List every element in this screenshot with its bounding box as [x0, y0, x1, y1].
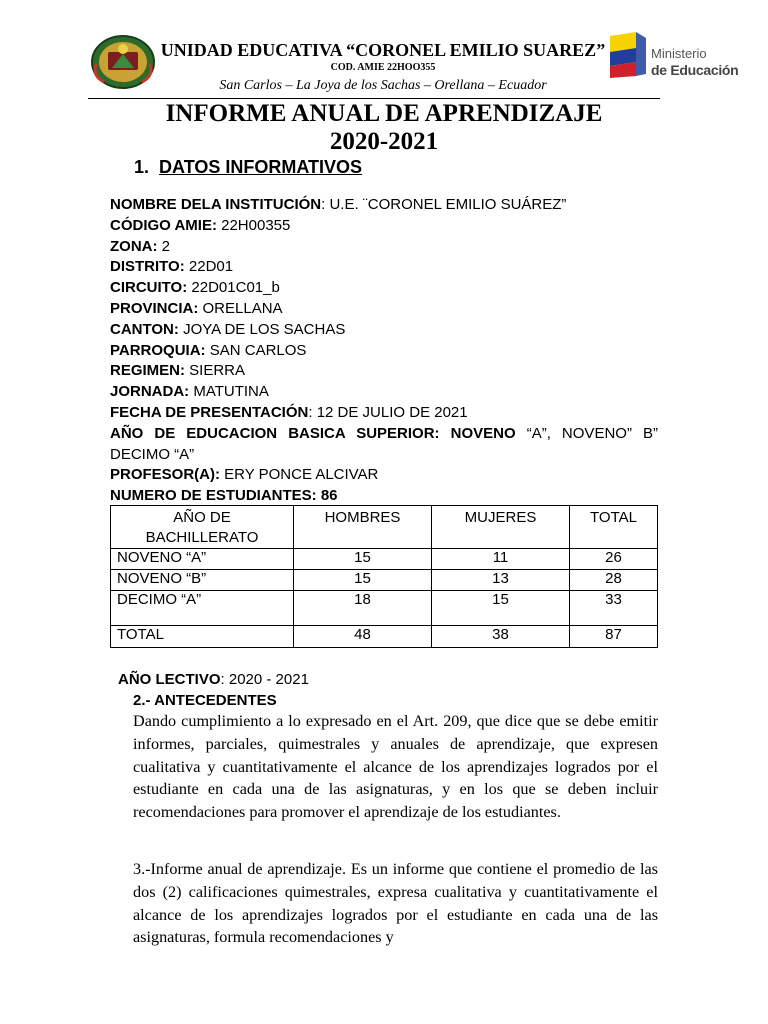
ministry-label — [651, 46, 738, 78]
table-cell-number: 18 — [294, 591, 432, 626]
header-divider — [88, 98, 660, 99]
info-label: PROVINCIA: — [110, 299, 199, 317]
students-table — [110, 505, 658, 648]
info-block — [110, 195, 658, 507]
info-value: 2 — [161, 237, 171, 255]
school-crest-logo — [90, 34, 156, 90]
info-row — [110, 237, 658, 258]
section1-label: DATOS INFORMATIVOS — [159, 157, 363, 177]
section1-heading — [134, 157, 362, 178]
info-label: CIRCUITO: — [110, 279, 188, 297]
table-cell-number: 13 — [432, 570, 570, 591]
table-cell-number: 15 — [432, 591, 570, 626]
table-row — [111, 626, 658, 648]
lectivo-label: AÑO LECTIVO — [118, 671, 221, 688]
info-separator: : — [321, 196, 330, 213]
info-value: 22D01 — [188, 258, 234, 276]
lectivo-value: : 2020 - 2021 — [220, 671, 309, 688]
info-label: PARROQUIA: — [110, 341, 206, 359]
table-cell-label: NOVENO “A” — [111, 549, 294, 570]
info-row — [110, 257, 658, 278]
info-row — [110, 361, 658, 382]
info-row — [110, 278, 658, 299]
table-row — [111, 570, 658, 591]
ministry-line2: de Educación — [651, 62, 739, 78]
info-value: “A”, NOVENO” B” DECIMO “A” — [110, 424, 659, 463]
info-value: ERY PONCE ALCIVAR — [220, 466, 379, 484]
col-header: MUJERES — [432, 506, 570, 549]
col-header: HOMBRES — [294, 506, 432, 549]
ano-lectivo — [118, 671, 309, 688]
school-location: San Carlos – La Joya de los Sachas – Orellana – Ecuador — [219, 78, 547, 93]
info-label: CÓDIGO AMIE: — [110, 216, 217, 234]
info-label: PROFESOR(A): — [110, 466, 220, 484]
info-separator: : — [308, 403, 317, 421]
table-row — [111, 591, 658, 626]
info-label: NUMERO DE ESTUDIANTES: 86 — [110, 487, 338, 505]
info-value: SIERRA — [189, 362, 246, 380]
table-cell-number: 26 — [570, 549, 658, 570]
table-cell-number: 33 — [570, 591, 658, 626]
antecedentes-heading: 2.- ANTECEDENTES — [133, 692, 277, 709]
info-value: U.E. ¨CORONEL EMILIO SUÁREZ” — [329, 196, 567, 213]
table-cell-label: NOVENO “B” — [111, 570, 294, 591]
table-header-row — [111, 506, 658, 549]
table-cell-label: TOTAL — [111, 626, 294, 648]
info-value: MATUTINA — [193, 383, 269, 401]
info-row-profesor — [110, 465, 658, 486]
table-cell-number: 87 — [570, 626, 658, 648]
table-cell-label: DECIMO “A” — [111, 591, 294, 626]
info-row — [110, 382, 658, 403]
info-label: NOMBRE DELA INSTITUCIÓN — [110, 196, 322, 213]
info-value: SAN CARLOS — [209, 341, 307, 359]
info-rows — [110, 195, 658, 424]
info-value: 12 DE JULIO DE 2021 — [316, 403, 468, 421]
table-row — [111, 549, 658, 570]
info-label: JORNADA: — [110, 383, 190, 401]
table-cell-number: 11 — [432, 549, 570, 570]
table-body — [111, 549, 658, 648]
info-row-basica — [110, 424, 658, 466]
info-label: ZONA: — [110, 237, 158, 255]
info-label: DISTRITO: — [110, 258, 185, 276]
ministry-flag-logo — [606, 30, 648, 78]
info-row-estudiantes — [110, 486, 658, 507]
info-label: CANTON: — [110, 320, 179, 338]
table-cell-number: 15 — [294, 549, 432, 570]
col-header: TOTAL — [570, 506, 658, 549]
title-line1: INFORME ANUAL DE APRENDIZAJE — [165, 100, 603, 127]
info-label: REGIMEN: — [110, 362, 185, 380]
table-cell-number: 48 — [294, 626, 432, 648]
antecedentes-paragraph: Dando cumplimiento a lo expresado en el Art. 209, que dice que se debe emitir informes, parciales, quimestrales y anuales de aprendizaje, que expresen cualitativa y cuantitativamente el alcance de los aprendizajes logrados por el estudiante en cada una de las asignaturas, y en los que se deben incluir recomendaciones para promover el aprendizaje de los estudiantes. — [133, 712, 658, 822]
info-row — [110, 299, 658, 320]
table-cell-number: 38 — [432, 626, 570, 648]
info-value: ORELLANA — [202, 299, 283, 317]
info-row — [110, 320, 658, 341]
title-line2: 2020-2021 — [329, 128, 439, 155]
info-value: JOYA DE LOS SACHAS — [183, 320, 346, 338]
school-code: COD. AMIE 22HOO355 — [330, 62, 436, 73]
info-label: AÑO DE EDUCACION BASICA SUPERIOR: NOVENO — [110, 424, 516, 442]
document-title — [100, 100, 668, 156]
col-header: AÑO DE BACHILLERATO — [111, 506, 294, 549]
table-cell-number: 15 — [294, 570, 432, 591]
info-value: 22H00355 — [221, 216, 291, 234]
info-row — [110, 216, 658, 237]
section1-number: 1. — [134, 157, 150, 177]
info-row — [110, 195, 658, 216]
table-cell-number: 28 — [570, 570, 658, 591]
info-row — [110, 341, 658, 362]
section3-paragraph: 3.-Informe anual de aprendizaje. Es un informe que contiene el promedio de las dos (2) calificaciones quimestrales, expresa cualitativa y cuantitativamente el alcance de los aprendizajes logrados por el estudiante en cada una de las asignaturas, formula recomendaciones y — [133, 860, 658, 947]
info-label: FECHA DE PRESENTACIÓN — [110, 403, 309, 421]
info-row — [110, 403, 658, 424]
school-name: UNIDAD EDUCATIVA “CORONEL EMILIO SUAREZ” — [160, 40, 606, 60]
info-value: 22D01C01_b — [191, 279, 280, 297]
ministry-line1: Ministerio — [651, 46, 707, 61]
